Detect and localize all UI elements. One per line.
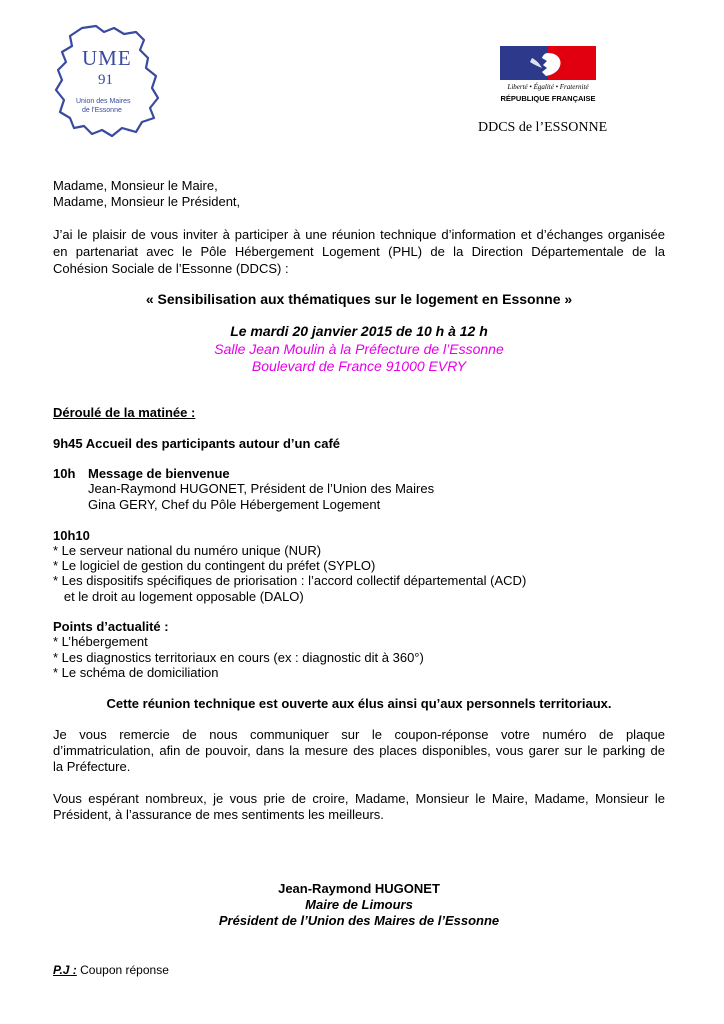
attachment — [53, 963, 169, 977]
open-notice: Cette réunion technique est ouverte aux élus ainsi qu’aux personnels territoriaux. — [106, 696, 612, 711]
program-session-time: 10h10 — [53, 528, 90, 543]
program-item: et le droit au logement opposable (DALO) — [53, 589, 304, 604]
program-item: * Les dispositifs spécifiques de priorisation : l’accord collectif départemental (ACD) — [53, 573, 527, 588]
republique-motto: Liberté • Égalité • Fraternité — [507, 83, 589, 91]
ume-logo-title: UME — [82, 46, 132, 70]
event-title: « Sensibilisation aux thématiques sur le logement en Essonne » — [145, 291, 573, 307]
program-message-title: Message de bienvenue — [88, 466, 230, 481]
attachment-text: Coupon réponse — [80, 963, 169, 977]
event-venue: Salle Jean Moulin à la Préfecture de l’Essonne — [214, 341, 504, 357]
attachment-label: P.J : — [53, 963, 77, 977]
closing-line-2: Président, à l’assurance de mes sentiments les meilleurs. — [53, 807, 384, 822]
program-heading: Déroulé de la matinée : — [53, 405, 196, 420]
news-heading: Points d’actualité : — [53, 619, 169, 634]
program-message-time: 10h — [53, 466, 76, 481]
news-item: * L’hébergement — [53, 634, 148, 649]
ume-logo-subtitle-1: Union des Maires — [76, 98, 131, 105]
intro-line-1: J’ai le plaisir de vous inviter à participer à une réunion technique d’information et d’échanges organisée — [53, 227, 665, 242]
signature-role-1: Maire de Limours — [305, 897, 413, 912]
program-item: * Le logiciel de gestion du contingent du préfet (SYPLO) — [53, 558, 376, 573]
event-date: Le mardi 20 janvier 2015 de 10 h à 12 h — [230, 323, 488, 339]
parking-line-3: la Préfecture. — [53, 759, 131, 774]
intro-line-3: Cohésion Sociale de l’Essonne (DDCS) : — [53, 261, 289, 276]
signature-name: Jean-Raymond HUGONET — [278, 881, 440, 896]
event-address: Boulevard de France 91000 EVRY — [251, 358, 467, 374]
ddcs-header: DDCS de l’ESSONNE — [478, 120, 608, 135]
program-speaker-2: Gina GERY, Chef du Pôle Hébergement Logement — [88, 497, 381, 512]
republique-name: RÉPUBLIQUE FRANÇAISE — [500, 94, 596, 103]
intro-line-2: en partenariat avec le Pôle Hébergement Logement (PHL) de la Direction Départementale de la — [53, 244, 665, 259]
ume-logo-subtitle-2: de l'Essonne — [82, 107, 122, 114]
program-speaker-1: Jean-Raymond HUGONET, Président de l’Union des Maires — [88, 481, 435, 496]
program-welcome-coffee: 9h45 Accueil des participants autour d’un café — [53, 436, 341, 451]
salutation-line-2: Madame, Monsieur le Président, — [53, 194, 241, 209]
salutation-line-1: Madame, Monsieur le Maire, — [53, 178, 218, 193]
news-item: * Le schéma de domiciliation — [53, 665, 219, 680]
ume-logo-number: 91 — [98, 72, 113, 88]
parking-line-1: Je vous remercie de nous communiquer sur le coupon-réponse votre numéro de plaque — [53, 727, 665, 742]
parking-line-2: d’immatriculation, afin de pouvoir, dans la mesure des places disponibles, vous garer sur le parking de — [53, 743, 665, 758]
ume-logo — [52, 22, 164, 140]
closing-line-1: Vous espérant nombreux, je vous prie de croire, Madame, Monsieur le Maire, Madame, Monsieur le — [53, 791, 665, 806]
program-item: * Le serveur national du numéro unique (NUR) — [53, 543, 322, 558]
news-item: * Les diagnostics territoriaux en cours (ex : diagnostic dit à 360°) — [53, 650, 424, 665]
marianne-icon — [522, 50, 574, 78]
republique-francaise-logo — [500, 46, 600, 108]
signature-role-2: Président de l’Union des Maires de l’Essonne — [218, 913, 500, 928]
